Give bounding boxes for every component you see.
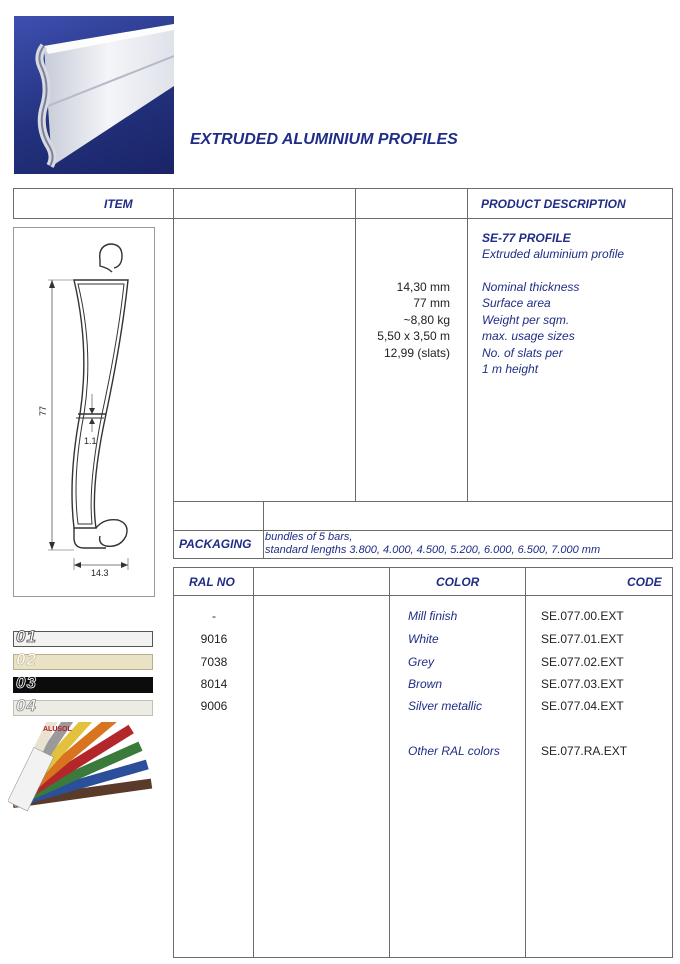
color-cell: Brown <box>408 677 443 691</box>
ral-header: RAL NO <box>189 575 235 589</box>
spec-label: Surface area <box>482 296 551 311</box>
ral-cell: 8014 <box>200 677 228 691</box>
wall-dimension: 1.1 <box>84 436 97 446</box>
packaging-line: standard lengths 3.800, 4.000, 4.500, 5.200, 6.000, 6.500, 7.000 mm <box>265 544 601 556</box>
item-header: ITEM <box>104 197 133 211</box>
height-dimension: 77 <box>38 405 49 417</box>
code-cell: SE.077.02.EXT <box>541 655 624 669</box>
spec-label: Nominal thickness <box>482 280 580 294</box>
code-cell: SE.077.04.EXT <box>541 699 624 713</box>
spec-label: Weight per sqm. <box>482 312 570 327</box>
color-cell: Silver metallic <box>408 699 483 713</box>
spec-value: 77 mm <box>413 296 450 311</box>
ral-cell: 9006 <box>200 699 228 713</box>
spec-label: 1 m height <box>482 362 539 377</box>
spec-label: No. of slats per <box>482 345 563 360</box>
code-cell: SE.077.01.EXT <box>541 632 624 646</box>
ral-cell: 9016 <box>200 632 228 646</box>
color-fan-illustration <box>8 722 158 812</box>
ral-cell: - <box>212 609 216 623</box>
fan-brand: ALUSOL <box>43 726 72 733</box>
color-cell: White <box>408 632 439 646</box>
profile-drawing <box>13 227 155 597</box>
code-cell: SE.077.00.EXT <box>541 609 624 623</box>
spec-values <box>330 279 450 361</box>
product-photo <box>14 16 174 174</box>
spec-value: ~8,80 kg <box>403 312 450 327</box>
ral-cell: 7038 <box>200 655 228 669</box>
color-header: COLOR <box>436 575 480 589</box>
spec-labels <box>482 279 579 377</box>
swatch-number: 03 <box>16 673 37 692</box>
profile-cross-section <box>14 228 154 596</box>
page-title: EXTRUDED ALUMINIUM PROFILES <box>190 131 458 148</box>
swatch-number: 02 <box>16 650 37 669</box>
profile-subtitle: Extruded aluminium profile <box>482 247 625 261</box>
packaging-label: PACKAGING <box>179 537 252 551</box>
spec-value: 12,99 (slats) <box>383 345 450 360</box>
other-colors-cell: Other RAL colors <box>408 744 500 758</box>
spec-value: 14,30 mm <box>396 280 450 294</box>
packaging-text <box>265 531 600 557</box>
packaging-line: bundles of 5 bars, <box>265 531 353 543</box>
swatch-number: 01 <box>16 627 37 646</box>
code-header: CODE <box>627 575 662 589</box>
color-cell: Grey <box>408 655 435 669</box>
width-dimension: 14.3 <box>91 568 109 578</box>
code-cell: SE.077.03.EXT <box>541 677 624 691</box>
swatch-number: 04 <box>16 696 37 715</box>
profile-name: SE-77 PROFILE <box>482 231 571 245</box>
product-description-header: PRODUCT DESCRIPTION <box>481 197 626 211</box>
spec-label: max. usage sizes <box>482 329 575 344</box>
color-cell: Mill finish <box>408 609 458 623</box>
spec-value: 5,50 x 3,50 m <box>377 329 450 344</box>
other-code-cell: SE.077.RA.EXT <box>541 744 628 758</box>
ral-fan-deck <box>8 722 158 812</box>
slat-photo-illustration <box>14 16 174 174</box>
